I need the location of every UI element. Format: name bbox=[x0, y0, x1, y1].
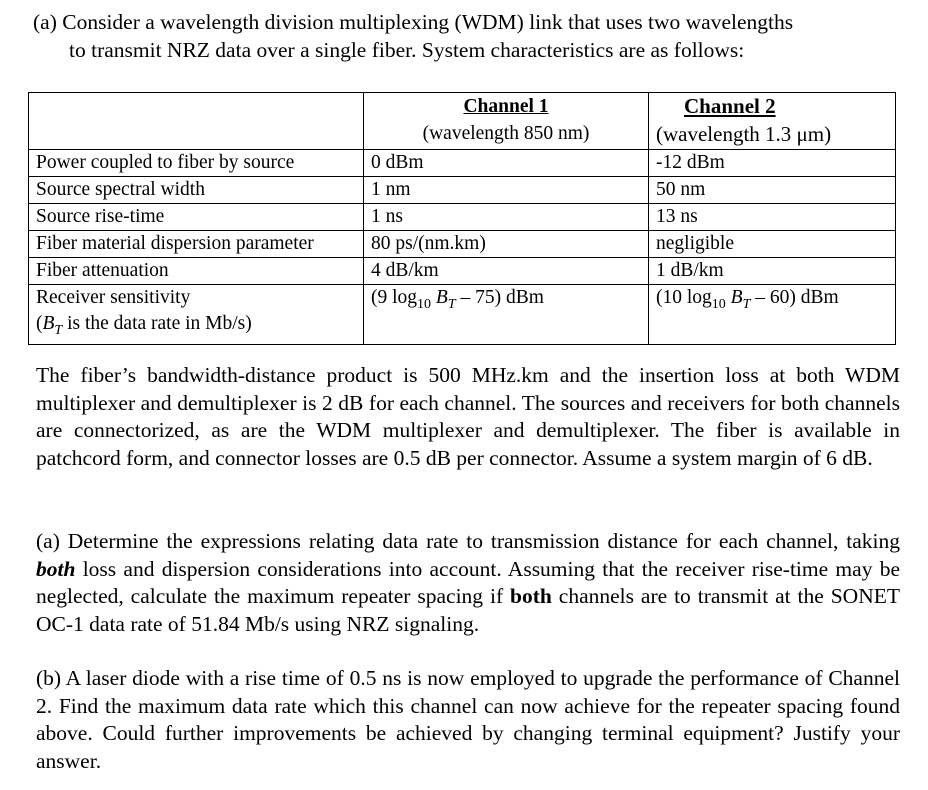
channel-2-value: negligible bbox=[649, 231, 896, 258]
channel-1-header bbox=[364, 93, 649, 150]
table-header-row bbox=[29, 93, 896, 150]
receiver-sensitivity-label: Receiver sensitivity bbox=[36, 287, 191, 308]
table-row bbox=[29, 231, 896, 258]
channel-2-value: (10 $\log_{10} B_T - 60$) dBm bbox=[649, 285, 896, 345]
channel-1-value: 4 dB/km bbox=[364, 258, 649, 285]
param-cell: Source rise-time bbox=[29, 204, 364, 231]
channel-2-title: Channel 2 bbox=[684, 94, 776, 118]
table-row bbox=[29, 258, 896, 285]
part-a-question: (a) Determine the expressions relating data rate to transmission distance for each channel, taking both loss and dispersion considerations into account. Assuming that the receiver rise-time may be neglected, calculate the maximum repeater spacing if both channels are to transmit at the SONET OC-1 data rate of 51.84 Mb/s using NRZ signaling. bbox=[36, 529, 900, 636]
channel-2-value: 13 ns bbox=[649, 204, 896, 231]
channel-2-value: -12 dBm bbox=[649, 150, 896, 177]
channel-1-value: 1 nm bbox=[364, 177, 649, 204]
channel-2-header bbox=[649, 93, 896, 150]
channel-1-value: 80 ps/(nm.km) bbox=[364, 231, 649, 258]
table-row bbox=[29, 150, 896, 177]
param-cell: Power coupled to fiber by source bbox=[29, 150, 364, 177]
channel-2-wavelength: (wavelength 1.3 μm) bbox=[656, 122, 832, 146]
param-cell: Fiber attenuation bbox=[29, 258, 364, 285]
system-characteristics-table bbox=[28, 92, 896, 345]
header-empty-cell bbox=[29, 93, 364, 150]
channel-1-title: Channel 1 bbox=[463, 96, 549, 117]
channel-1-value: 1 ns bbox=[364, 204, 649, 231]
intro-line-2: to transmit NRZ data over a single fiber. System characteristics are as follows: bbox=[69, 38, 745, 62]
param-cell bbox=[29, 285, 364, 345]
part-b-question: (b) A laser diode with a rise time of 0.5 ns is now employed to upgrade the performance of Channel 2. Find the maximum data rate which this channel can now achieve for the repeater spacing found above. Could further improvements be achieved by changing terminal equipment? Justify your answer. bbox=[36, 666, 900, 773]
channel-2-value: 1 dB/km bbox=[649, 258, 896, 285]
table-row bbox=[29, 177, 896, 204]
problem-intro bbox=[33, 8, 913, 64]
channel-1-value: 0 dBm bbox=[364, 150, 649, 177]
channel-2-value: 50 nm bbox=[649, 177, 896, 204]
table-row bbox=[29, 204, 896, 231]
param-cell: Source spectral width bbox=[29, 177, 364, 204]
fiber-description-paragraph: The fiber’s bandwidth-distance product is 500 MHz.km and the insertion loss at both WDM multiplexer and demultiplexer is 2 dB for each channel. The sources and receivers for both channels are connectorized, as are the WDM multiplexer and demultiplexer. The fiber is available in patchcord form, and connector losses are 0.5 dB per connector. Assume a system margin of 6 dB. bbox=[36, 363, 900, 470]
receiver-sensitivity-row bbox=[29, 285, 896, 345]
channel-1-value: (9 $\log_{10} B_T - 75$) dBm bbox=[364, 285, 649, 345]
data-rate-note: ($B_T$ is the data rate in Mb/s) bbox=[36, 313, 252, 338]
channel-1-wavelength: (wavelength 850 nm) bbox=[422, 123, 590, 144]
intro-line-1: (a) Consider a wavelength division multiplexing (WDM) link that uses two wavelengths bbox=[33, 10, 794, 34]
param-cell: Fiber material dispersion parameter bbox=[29, 231, 364, 258]
